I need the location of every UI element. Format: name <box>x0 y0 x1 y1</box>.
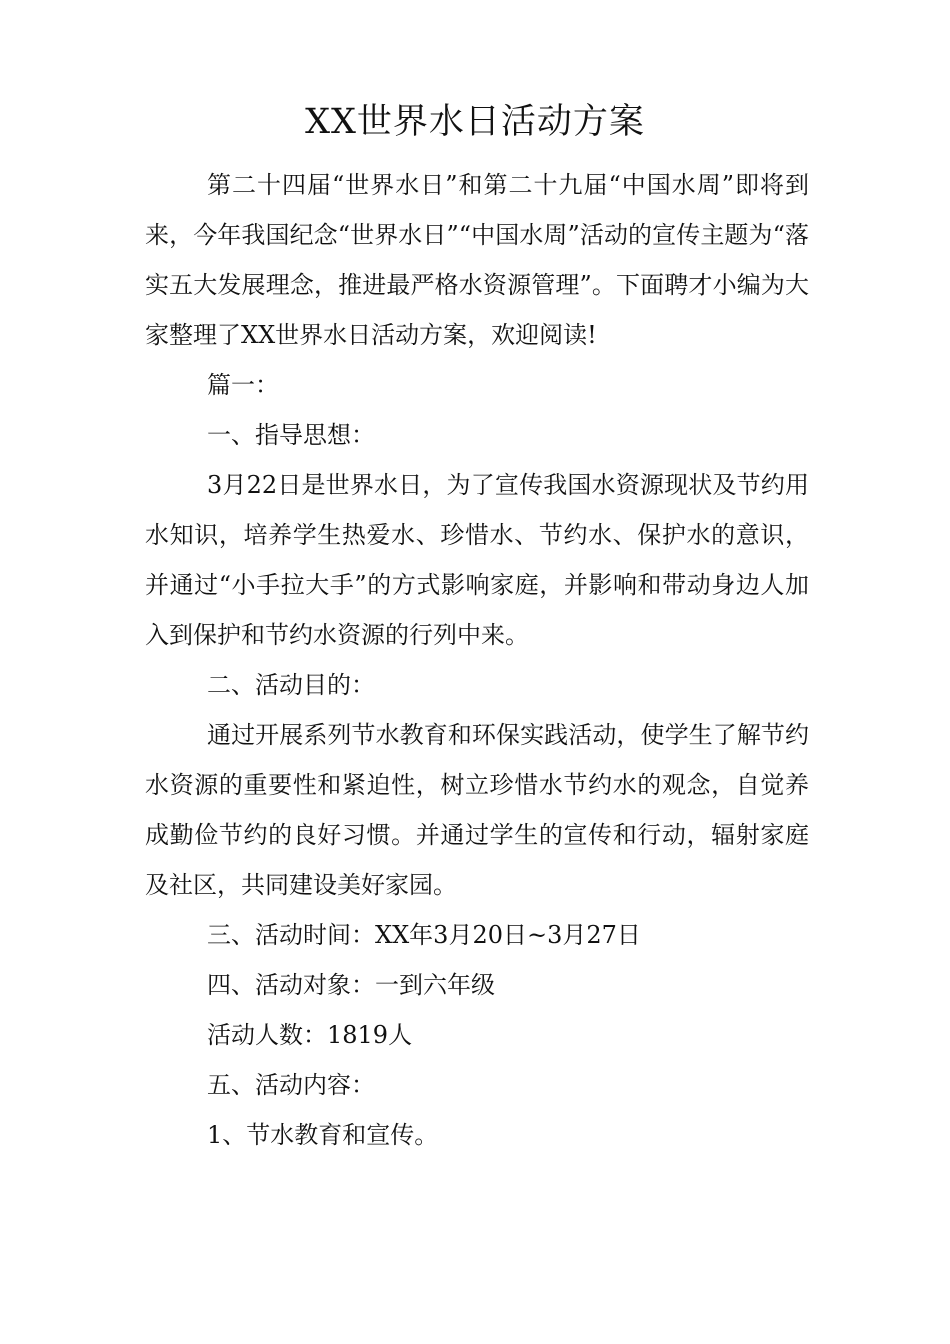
part-one-heading: 篇一： <box>207 371 279 399</box>
participant-count-line: 活动人数：1819人 <box>207 1021 413 1049</box>
content-item-1: 1、节水教育和宣传。 <box>207 1121 439 1149</box>
guiding-ideology-paragraph: 3月22日是世界水日，为了宣传我国水资源现状及节约用水知识，培养学生热爱水、珍惜水、节约水、保护水的意识，并通过“小手拉大手”的方式影响家庭，并影响和带动身边人加入到保护和节约水资源的行列中来。 <box>145 471 809 649</box>
section-activity-content-heading: 五、活动内容： <box>207 1071 375 1099</box>
intro-paragraph: 第二十四届“世界水日”和第二十九届“中国水周”即将到来，今年我国纪念“世界水日”“中国水周”活动的宣传主题为“落实五大发展理念，推进最严格水资源管理”。下面聘才小编为大家整理了XX世界水日活动方案，欢迎阅读! <box>145 171 809 349</box>
activity-purpose-paragraph: 通过开展系列节水教育和环保实践活动，使学生了解节约水资源的重要性和紧迫性，树立珍惜水节约水的观念，自觉养成勤俭节约的良好习惯。并通过学生的宣传和行动，辐射家庭及社区，共同建设美好家园。 <box>145 721 809 899</box>
section-activity-purpose-heading: 二、活动目的： <box>207 671 375 699</box>
activity-target-line: 四、活动对象：一到六年级 <box>207 971 495 999</box>
activity-time-line: 三、活动时间：XX年3月20日~3月27日 <box>207 921 641 949</box>
document-title: XX世界水日活动方案 <box>305 102 645 142</box>
document-body <box>145 160 809 1160</box>
section-guiding-ideology-heading: 一、指导思想： <box>207 421 375 449</box>
